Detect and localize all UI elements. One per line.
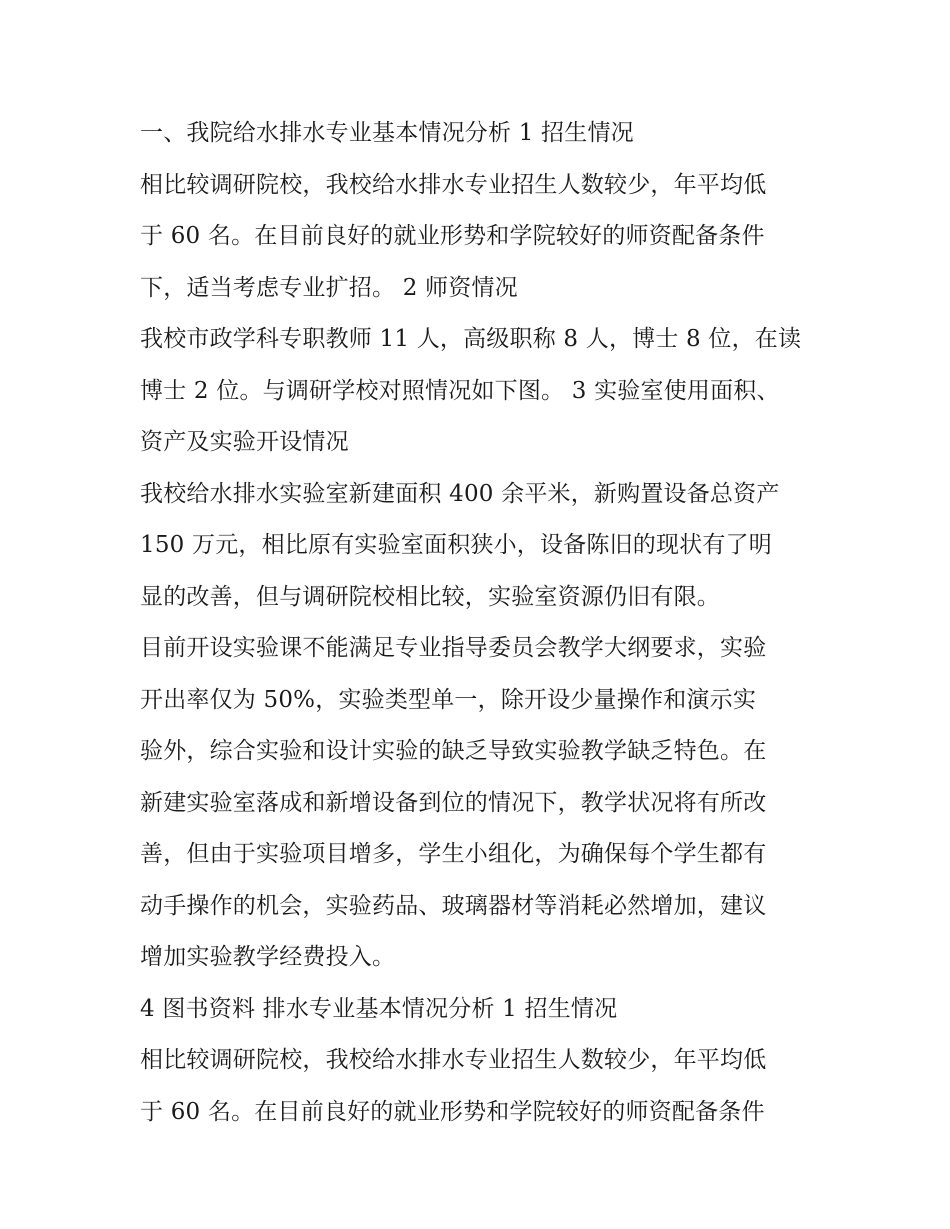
section-heading-enrollment: 一、我院给水排水专业基本情况分析 1 招生情况 <box>140 120 634 146</box>
text-line: 目前开设实验课不能满足专业指导委员会教学大纲要求，实验 <box>140 635 767 661</box>
text-line: 我校市政学科专职教师 11 人，高级职称 8 人，博士 8 位，在读 <box>140 326 802 352</box>
text-line: 动手操作的机会，实验药品、玻璃器材等消耗必然增加，建议 <box>140 892 767 919</box>
text-line: 显的改善，但与调研院校相比较，实验室资源仍旧有限。 <box>140 583 720 610</box>
text-line: 相比较调研院校，我校给水排水专业招生人数较少，年平均低 <box>140 1047 767 1073</box>
text-line: 博士 2 位。与调研学校对照情况如下图。 3 实验室使用面积、 <box>140 377 780 404</box>
text-line: 150 万元，相比原有实验室面积狭小，设备陈旧的现状有了明 <box>140 532 773 558</box>
text-line: 开出率仅为 50%，实验类型单一，除开设少量操作和演示实 <box>140 686 757 713</box>
text-line: 于 60 名。在目前良好的就业形势和学院较好的师资配备条件 <box>140 1098 765 1125</box>
text-line: 相比较调研院校，我校给水排水专业招生人数较少，年平均低 <box>140 171 767 198</box>
text-line: 验外，综合实验和设计实验的缺乏导致实验教学缺乏特色。在 <box>140 738 767 764</box>
text-line: 资产及实验开设情况 <box>140 429 349 455</box>
text-line: 善，但由于实验项目增多，学生小组化，为确保每个学生都有 <box>140 841 767 867</box>
document-body <box>140 108 820 1138</box>
text-line: 于 60 名。在目前良好的就业形势和学院较好的师资配备条件 <box>140 223 765 249</box>
text-line: 我校给水排水实验室新建面积 400 余平米，新购置设备总资产 <box>140 480 780 507</box>
text-line: 下，适当考虑专业扩招。 2 师资情况 <box>140 274 518 301</box>
text-line: 增加实验教学经费投入。 <box>140 944 396 970</box>
text-line: 新建实验室落成和新增设备到位的情况下，教学状况将有所改 <box>140 789 767 816</box>
section-heading-library: 4 图书资料 排水专业基本情况分析 1 招生情况 <box>140 995 618 1022</box>
